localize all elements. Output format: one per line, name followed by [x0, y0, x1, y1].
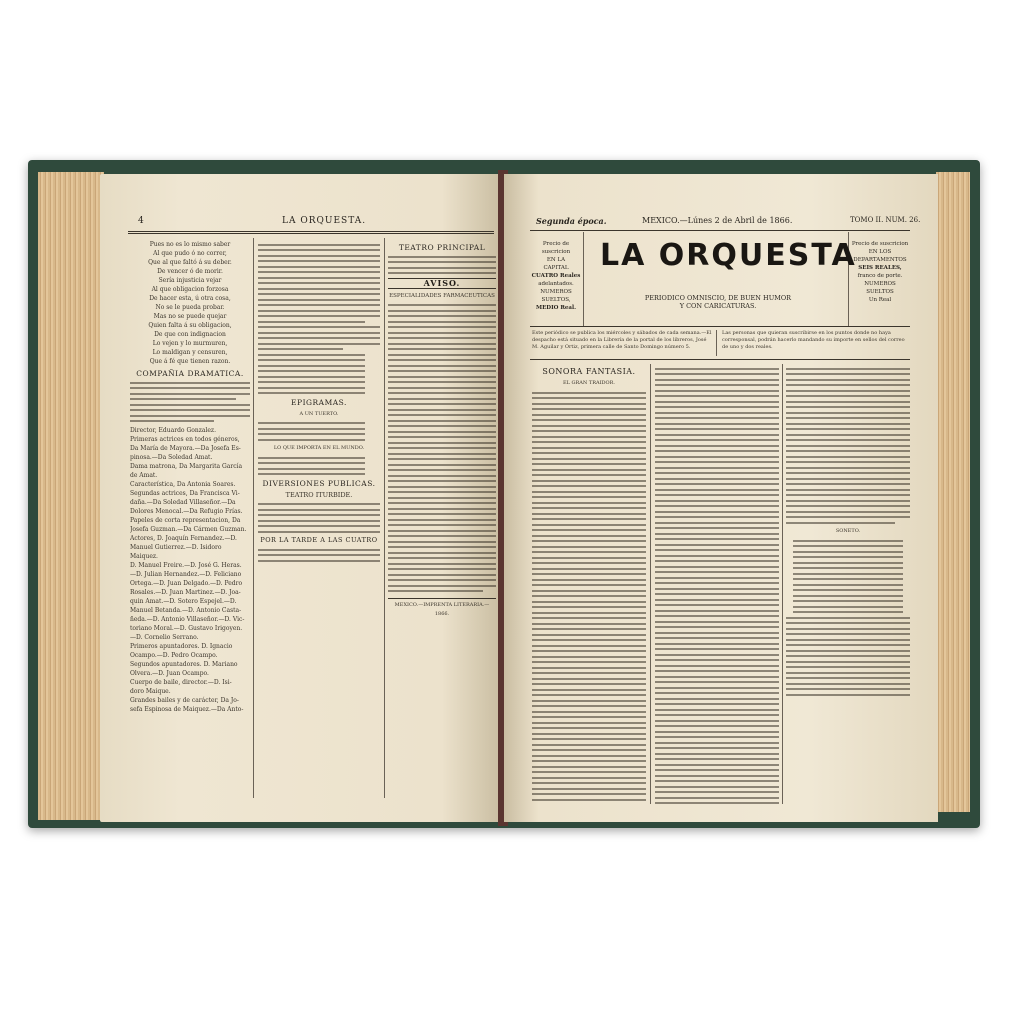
right-column-3	[786, 364, 910, 804]
subtitle-line: PERIODICO OMNISCIO, DE BUEN HUMOR	[644, 294, 792, 302]
page-number: 4	[138, 216, 144, 226]
cast-line: Dolores Menocal.—Da Refugio Frías.	[130, 507, 243, 515]
running-title: LA ORQUESTA.	[282, 216, 367, 226]
newspaper-masthead: LA ORQUESTA	[600, 238, 857, 273]
newspaper-subtitle	[618, 294, 818, 310]
cast-line: Ocampo.—D. Pedro Ocampo.	[130, 651, 218, 659]
price-line: NUMEROS SUELTOS	[864, 281, 896, 295]
poem-line: Pues no es lo mismo saber	[149, 241, 231, 248]
cast-line: Actores, D. Joaquín Fernandez.—D.	[130, 534, 237, 542]
theatre-name: TEATRO ITURBIDE.	[285, 490, 353, 499]
subscription-notice: Las personas que quieran suscribirse en los puntos donde no haya corresponsal, podrán hacerlo mandando su importe en sellos del correo de uno y dos reales.	[722, 330, 905, 350]
column-divider	[650, 364, 651, 804]
departments-price-box	[850, 240, 910, 304]
poem-line: Al que pudo ó no correr,	[153, 250, 227, 257]
cast-line: doro Maique.	[130, 687, 171, 695]
header-rule	[530, 230, 910, 231]
price-line: Precio de suscricion	[851, 241, 909, 247]
epigram-title: A UN TUERTO.	[299, 410, 339, 417]
edition-label: Segunda época.	[536, 216, 607, 226]
poem-line: De que con indignacion	[154, 331, 226, 338]
publication-notice: Este periódico se publica los miércoles y sábados de cada semana.—El despacho está situado en la Librería de la portal de los libreros, José M. Aguilar y Ortiz, primera calle de Santo Domingo número 5.	[532, 330, 712, 350]
cast-line: Olvera.—D. Juan Ocampo.	[130, 669, 209, 677]
masthead-rule	[530, 326, 910, 327]
poem-line: Que al que faltó á su deber.	[148, 259, 232, 266]
volume-number: TOMO II. NUM. 26.	[850, 216, 921, 224]
poem-line: Que á fé que tienen razon.	[149, 358, 231, 365]
teatro-principal-heading: TEATRO PRINCIPAL	[398, 243, 486, 252]
cast-line: D. Manuel Freire.—D. José G. Heras.	[130, 561, 242, 569]
price-line: MEDIO Real.	[536, 305, 576, 311]
cast-line: —D. Cornelio Serrano.	[130, 633, 199, 641]
poem-line: De hacer esta, ú otra cosa,	[149, 295, 231, 302]
poem-line: Quien falta á su obligacion,	[148, 322, 232, 329]
cast-line: Da María de Mayora.—Da Josefa Es-	[130, 444, 241, 452]
price-line: CUATRO Reales	[531, 273, 581, 279]
price-line: franco de porte.	[857, 273, 903, 279]
cast-line: sefa Espinosa de Maiquez.—Da Anto-	[130, 705, 244, 713]
price-line: SEIS REALES,	[858, 265, 902, 271]
diversions-heading: DIVERSIONES PUBLICAS.	[262, 478, 376, 488]
cast-line: Manuel Gutierrez.—D. Isidoro Maiquez.	[130, 543, 222, 560]
notice-rule	[530, 359, 910, 360]
cast-line: Primeras actrices en todos géneros,	[130, 435, 240, 443]
epigrams-heading: EPIGRAMAS.	[291, 397, 347, 407]
section-heading: COMPAÑIA DRAMATICA.	[136, 369, 244, 378]
cast-line: Segundas actrices, Da Francisca Vi-	[130, 489, 240, 497]
cast-line: Manuel Betanda.—D. Antonio Casta-	[130, 606, 242, 614]
page-edges-right	[936, 172, 970, 812]
price-line: Un Real	[868, 297, 892, 303]
cast-line: de Amat.	[130, 471, 158, 479]
column-divider	[384, 238, 385, 798]
pharmacy-heading: ESPECIALIDADES FARMACEUTICAS	[389, 292, 495, 299]
cast-line: quin Amat.—D. Sotero Espejel.—D.	[130, 597, 237, 605]
cast-line: Dama matrona, Da Margarita García	[130, 462, 243, 470]
column-divider	[253, 238, 254, 798]
cast-line: Primeros apuntadores. D. Ignacio	[130, 642, 233, 650]
left-column-2	[258, 240, 380, 800]
cast-line: Josefa Guzman.—Da Cármen Guzman.	[130, 525, 247, 533]
afternoon-heading: POR LA TARDE A LAS CUATRO	[260, 536, 378, 544]
epigram-title: LO QUE IMPORTA EN EL MUNDO.	[273, 445, 365, 451]
page-edges-left	[38, 172, 104, 820]
cast-line: Segundos apuntadores. D. Mariano	[130, 660, 238, 668]
notice-heading: AVISO.	[388, 278, 496, 289]
cast-line: Papeles de corta representacion, Da	[130, 516, 241, 524]
header-rule-2	[128, 233, 494, 234]
sonnet-heading: SONETO.	[835, 528, 861, 534]
capital-price-box	[530, 240, 582, 312]
price-line: Precio de suscricion	[541, 241, 571, 255]
price-line: EN LOS	[868, 249, 892, 255]
printer-footer: MEXICO.—IMPRENTA LITERARIA.—1866.	[388, 598, 496, 619]
left-column-3	[388, 240, 496, 800]
poem-line: Mas no se puede quejar	[153, 313, 227, 320]
cast-line: Director, Eduardo Gonzalez.	[130, 426, 216, 434]
price-line: NUMEROS SUELTOS,	[540, 289, 572, 303]
cast-line: Ortega.—D. Juan Delgado.—D. Pedro	[130, 579, 243, 587]
header-rule	[128, 231, 494, 232]
left-column-1	[130, 240, 250, 800]
price-line: CAPITAL	[543, 265, 569, 271]
article-subtitle: EL GRAN TRAIDOR.	[562, 380, 616, 386]
cast-line: —D. Julian Hernandez.—D. Feliciano	[130, 570, 242, 578]
poem-line: De vencer ó de morir.	[157, 268, 223, 275]
cast-line: Cuerpo de baile, director.—D. Isi-	[130, 678, 232, 686]
cast-line: Rosales.—D. Juan Martinez.—D. Joa-	[130, 588, 241, 596]
cast-line: ñeda.—D. Antonio Villaseñor.—D. Vic-	[130, 615, 245, 623]
cast-line: toriano Moral.—D. Gustavo Irigoyen.	[130, 624, 243, 632]
cast-line: Característica, Da Antonia Soares.	[130, 480, 236, 488]
poem-line: Sería injusticia vejar	[158, 277, 222, 284]
cast-line: pinosa.—Da Soledad Amat.	[130, 453, 213, 461]
column-divider	[782, 364, 783, 804]
poem-line: Al que obligacion forzosa	[151, 286, 229, 293]
cast-line: daña.—Da Soledad Villaseñor.—Da	[130, 498, 236, 506]
date-line: MEXICO.—Lúnes 2 de Abril de 1866.	[642, 216, 793, 225]
price-line: EN LA	[546, 257, 566, 263]
poem-line: Lo vejen y lo murmuren,	[152, 340, 228, 347]
price-line: DEPARTAMENTOS	[853, 257, 907, 263]
notice-divider	[716, 330, 717, 356]
cast-line: Grandes bailes y de carácter, Da Jo-	[130, 696, 239, 704]
poem-line: No se le pueda probar.	[155, 304, 225, 311]
poem-line: Lo maldigan y censuren,	[152, 349, 228, 356]
subtitle-line: Y CON CARICATURAS.	[679, 302, 757, 310]
right-column-1	[532, 364, 646, 804]
masthead-divider	[583, 232, 584, 326]
price-line: adelantados.	[538, 281, 574, 287]
right-column-2	[655, 364, 779, 804]
article-title: SONORA FANTASIA.	[542, 367, 636, 376]
